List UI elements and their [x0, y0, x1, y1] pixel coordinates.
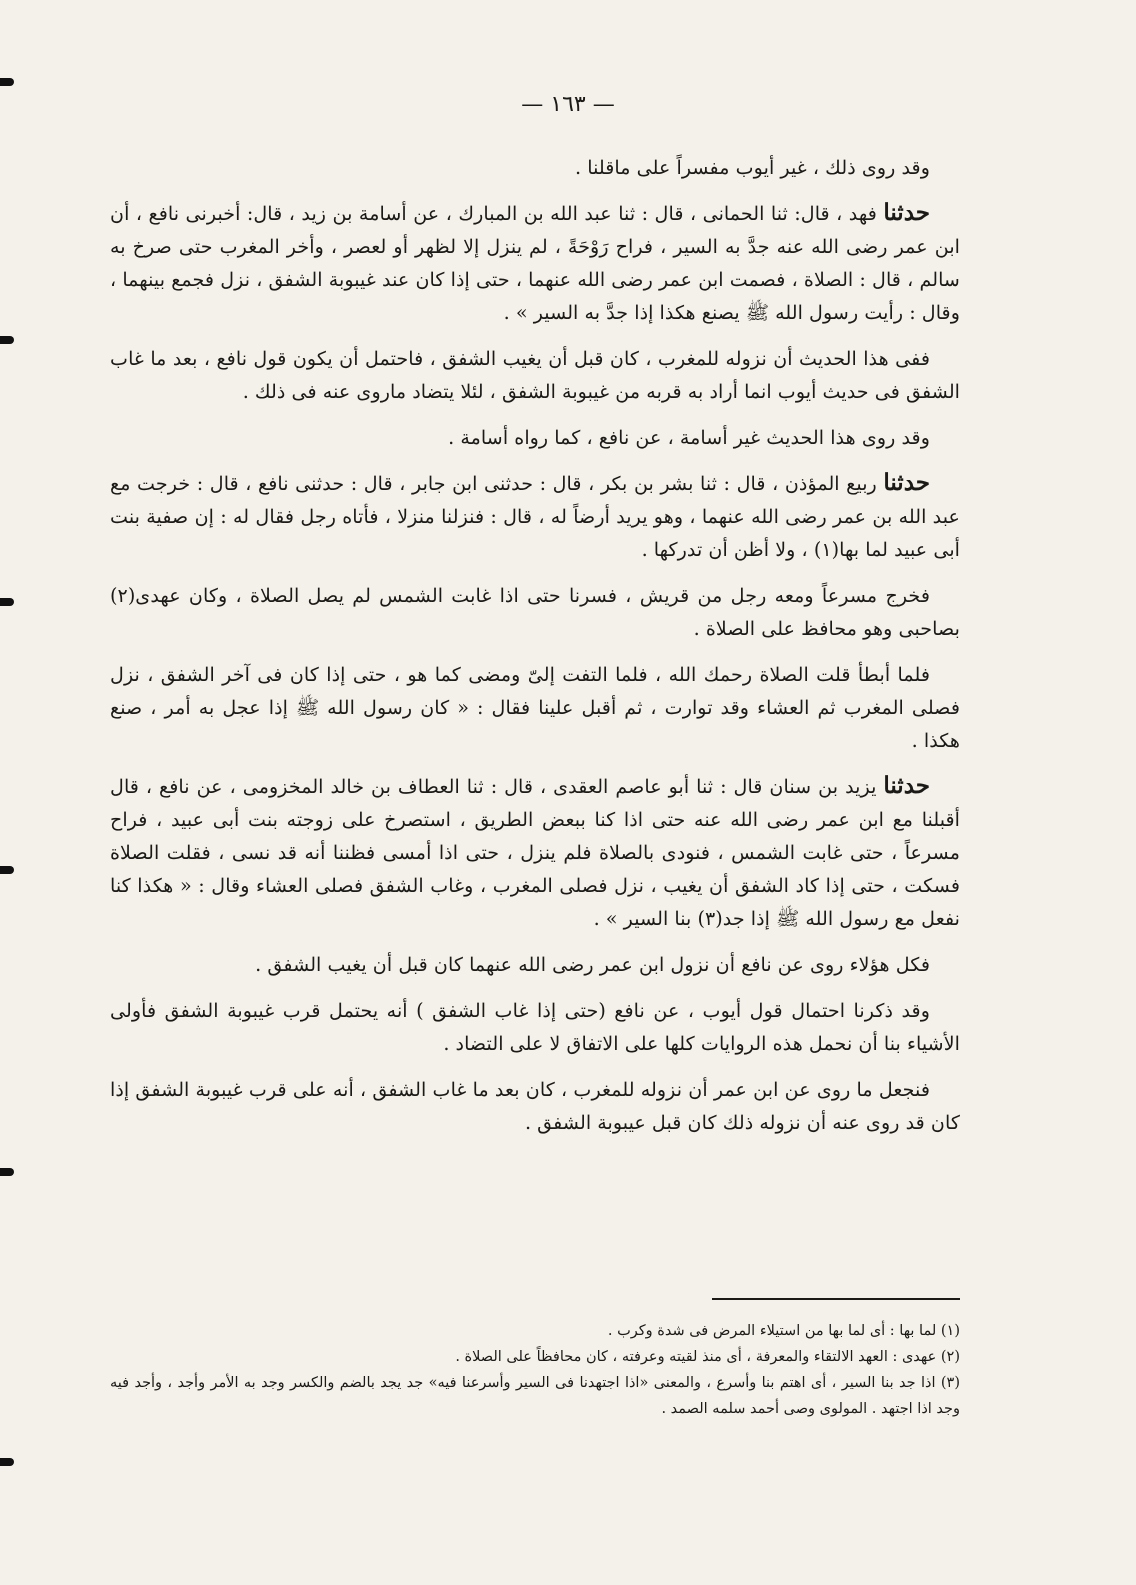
- paragraph: [110, 947, 960, 981]
- page-number: — ١٦٣ —: [521, 92, 615, 117]
- paragraph: [110, 993, 960, 1060]
- binding-mark: [0, 78, 14, 86]
- paragraph-text: وقد روى ذلك ، غير أيوب مفسراً على ماقلنا .: [575, 156, 930, 179]
- paragraph: [110, 341, 960, 408]
- paragraph-text: فكل هؤلاء روى عن نافع أن نزول ابن عمر رضى الله عنهما كان قبل أن يغيب الشفق .: [255, 953, 930, 976]
- paragraph: [110, 578, 960, 645]
- paragraph-text: وقد روى هذا الحديث غير أسامة ، عن نافع ، كما رواه أسامة .: [448, 426, 930, 449]
- paragraph: [110, 769, 960, 935]
- main-text: [110, 150, 960, 1151]
- paragraph: [110, 150, 960, 184]
- footnote: (١) لما بها : أى لما بها من استيلاء المرض فى شدة وكرب .: [607, 1323, 960, 1339]
- paragraph: [110, 420, 960, 454]
- binding-mark: [0, 866, 14, 874]
- paragraph-text: فنجعل ما روى عن ابن عمر أن نزوله للمغرب ، كان بعد ما غاب الشفق ، أنه على قرب غيبوبة الشفق إذا كان قد روى عنه أن نزوله ذلك كان قبل عيبوبة الشفق .: [110, 1078, 960, 1134]
- paragraph: [110, 466, 960, 566]
- paragraph-text: وقد ذكرنا احتمال قول أيوب ، عن نافع (حتى إذا غاب الشفق ) أنه يحتمل قرب غيبوبة الشفق فأولى الأشياء بنا أن نحمل هذه الروايات كلها على الاتفاق لا على التضاد .: [110, 999, 960, 1055]
- binding-mark: [0, 1168, 14, 1176]
- paragraph-lead: حدثنا: [883, 469, 930, 496]
- binding-mark: [0, 336, 14, 344]
- paragraph-text: فهد ، قال: ثنا الحمانى ، قال : ثنا عبد الله بن المبارك ، عن أسامة بن زيد ، قال: أخبرنى نافع ، أن ابن عمر رضى الله عنه جدَّ به السير ، فراح رَوْحَةً ، لم ينزل إلا لظهر أو لعصر ، وأخر المغرب حتى صرخ به سالم ، قال : الصلاة ، فصمت ابن عمر رضى الله عنهما ، حتى إذا كان عند غيبوبة الشفق ، نزل فجمع بينهما ، وقال : رأيت رسول الله ﷺ يصنع هكذا إذا جدَّ به السير » .: [110, 202, 960, 324]
- paragraph-lead: حدثنا: [883, 772, 930, 799]
- footnote: (٢) عهدى : العهد الالتقاء والمعرفة ، أى منذ لقيته وعرفته ، كان محافظاً على الصلاة .: [455, 1349, 960, 1365]
- paragraph-text: ربيع المؤذن ، قال : ثنا بشر بن بكر ، قال : حدثنى ابن جابر ، قال : حدثنى نافع ، قال : خرجت مع عبد الله بن عمر رضى الله عنهما ، وهو يريد أرضاً له ، قال : فنزلنا منزلا ، فأتاه رجل فقال له : إن صفية بنت أبى عبيد لما بها(١) ، ولا أظن أن تدركها .: [110, 472, 960, 561]
- binding-mark: [0, 1458, 14, 1466]
- paragraph: [110, 1072, 960, 1139]
- paragraph-text: ففى هذا الحديث أن نزوله للمغرب ، كان قبل أن يغيب الشفق ، فاحتمل أن يكون قول نافع ، بعد ما غاب الشفق فى حديث أيوب انما أراد به قربه من غيبوبة الشفق ، لئلا يتضاد ماروى عنه فى ذلك .: [110, 347, 960, 403]
- footnote: (٣) اذا جد بنا السير ، أى اهتم بنا وأسرع ، والمعنى «اذا اجتهدنا فى السير وأسرعنا فيه» جد يجد بالضم والكسر وجد به الأمر وأجد ، وأجد فيه وجد اذا اجتهد . المولوى وصى أحمد سلمه الصمد .: [110, 1375, 960, 1417]
- paragraph: [110, 196, 960, 329]
- footnotes: [110, 1318, 960, 1422]
- paragraph-text: فلما أبطأ قلت الصلاة رحمك الله ، فلما التفت إلىّ ومضى كما هو ، حتى إذا كان فى آخر الشفق ، نزل فصلى المغرب ثم العشاء وقد توارت ، ثم أقبل علينا فقال : « كان رسول الله ﷺ إذا عجل به أمر ، صنع هكذا .: [110, 663, 960, 752]
- paragraph-text: فخرج مسرعاً ومعه رجل من قريش ، فسرنا حتى اذا غابت الشمس لم يصل الصلاة ، وكان عهدى(٢) بصاحبى وهو محافظ على الصلاة .: [110, 584, 960, 640]
- paragraph: [110, 657, 960, 757]
- paragraph-text: يزيد بن سنان قال : ثنا أبو عاصم العقدى ، قال : ثنا العطاف بن خالد المخزومى ، عن نافع ، قال أقبلنا مع ابن عمر رضى الله عنه حتى اذا كنا ببعض الطريق ، استصرخ على زوجته بنت أبى عبيد ، فراح مسرعاً ، حتى غابت الشمس ، فنودى بالصلاة فلم ينزل ، حتى اذا أمسى فظننا أنه قد نسى ، فقلت الصلاة فسكت ، حتى إذا كاد الشفق أن يغيب ، نزل فصلى المغرب ، وغاب الشفق فصلى العشاء وقال : « هكذا كنا نفعل مع رسول الله ﷺ إذا جد(٣) بنا السير » .: [110, 775, 960, 930]
- paragraph-lead: حدثنا: [883, 199, 930, 226]
- binding-mark: [0, 598, 14, 606]
- footnote-divider: [712, 1298, 960, 1300]
